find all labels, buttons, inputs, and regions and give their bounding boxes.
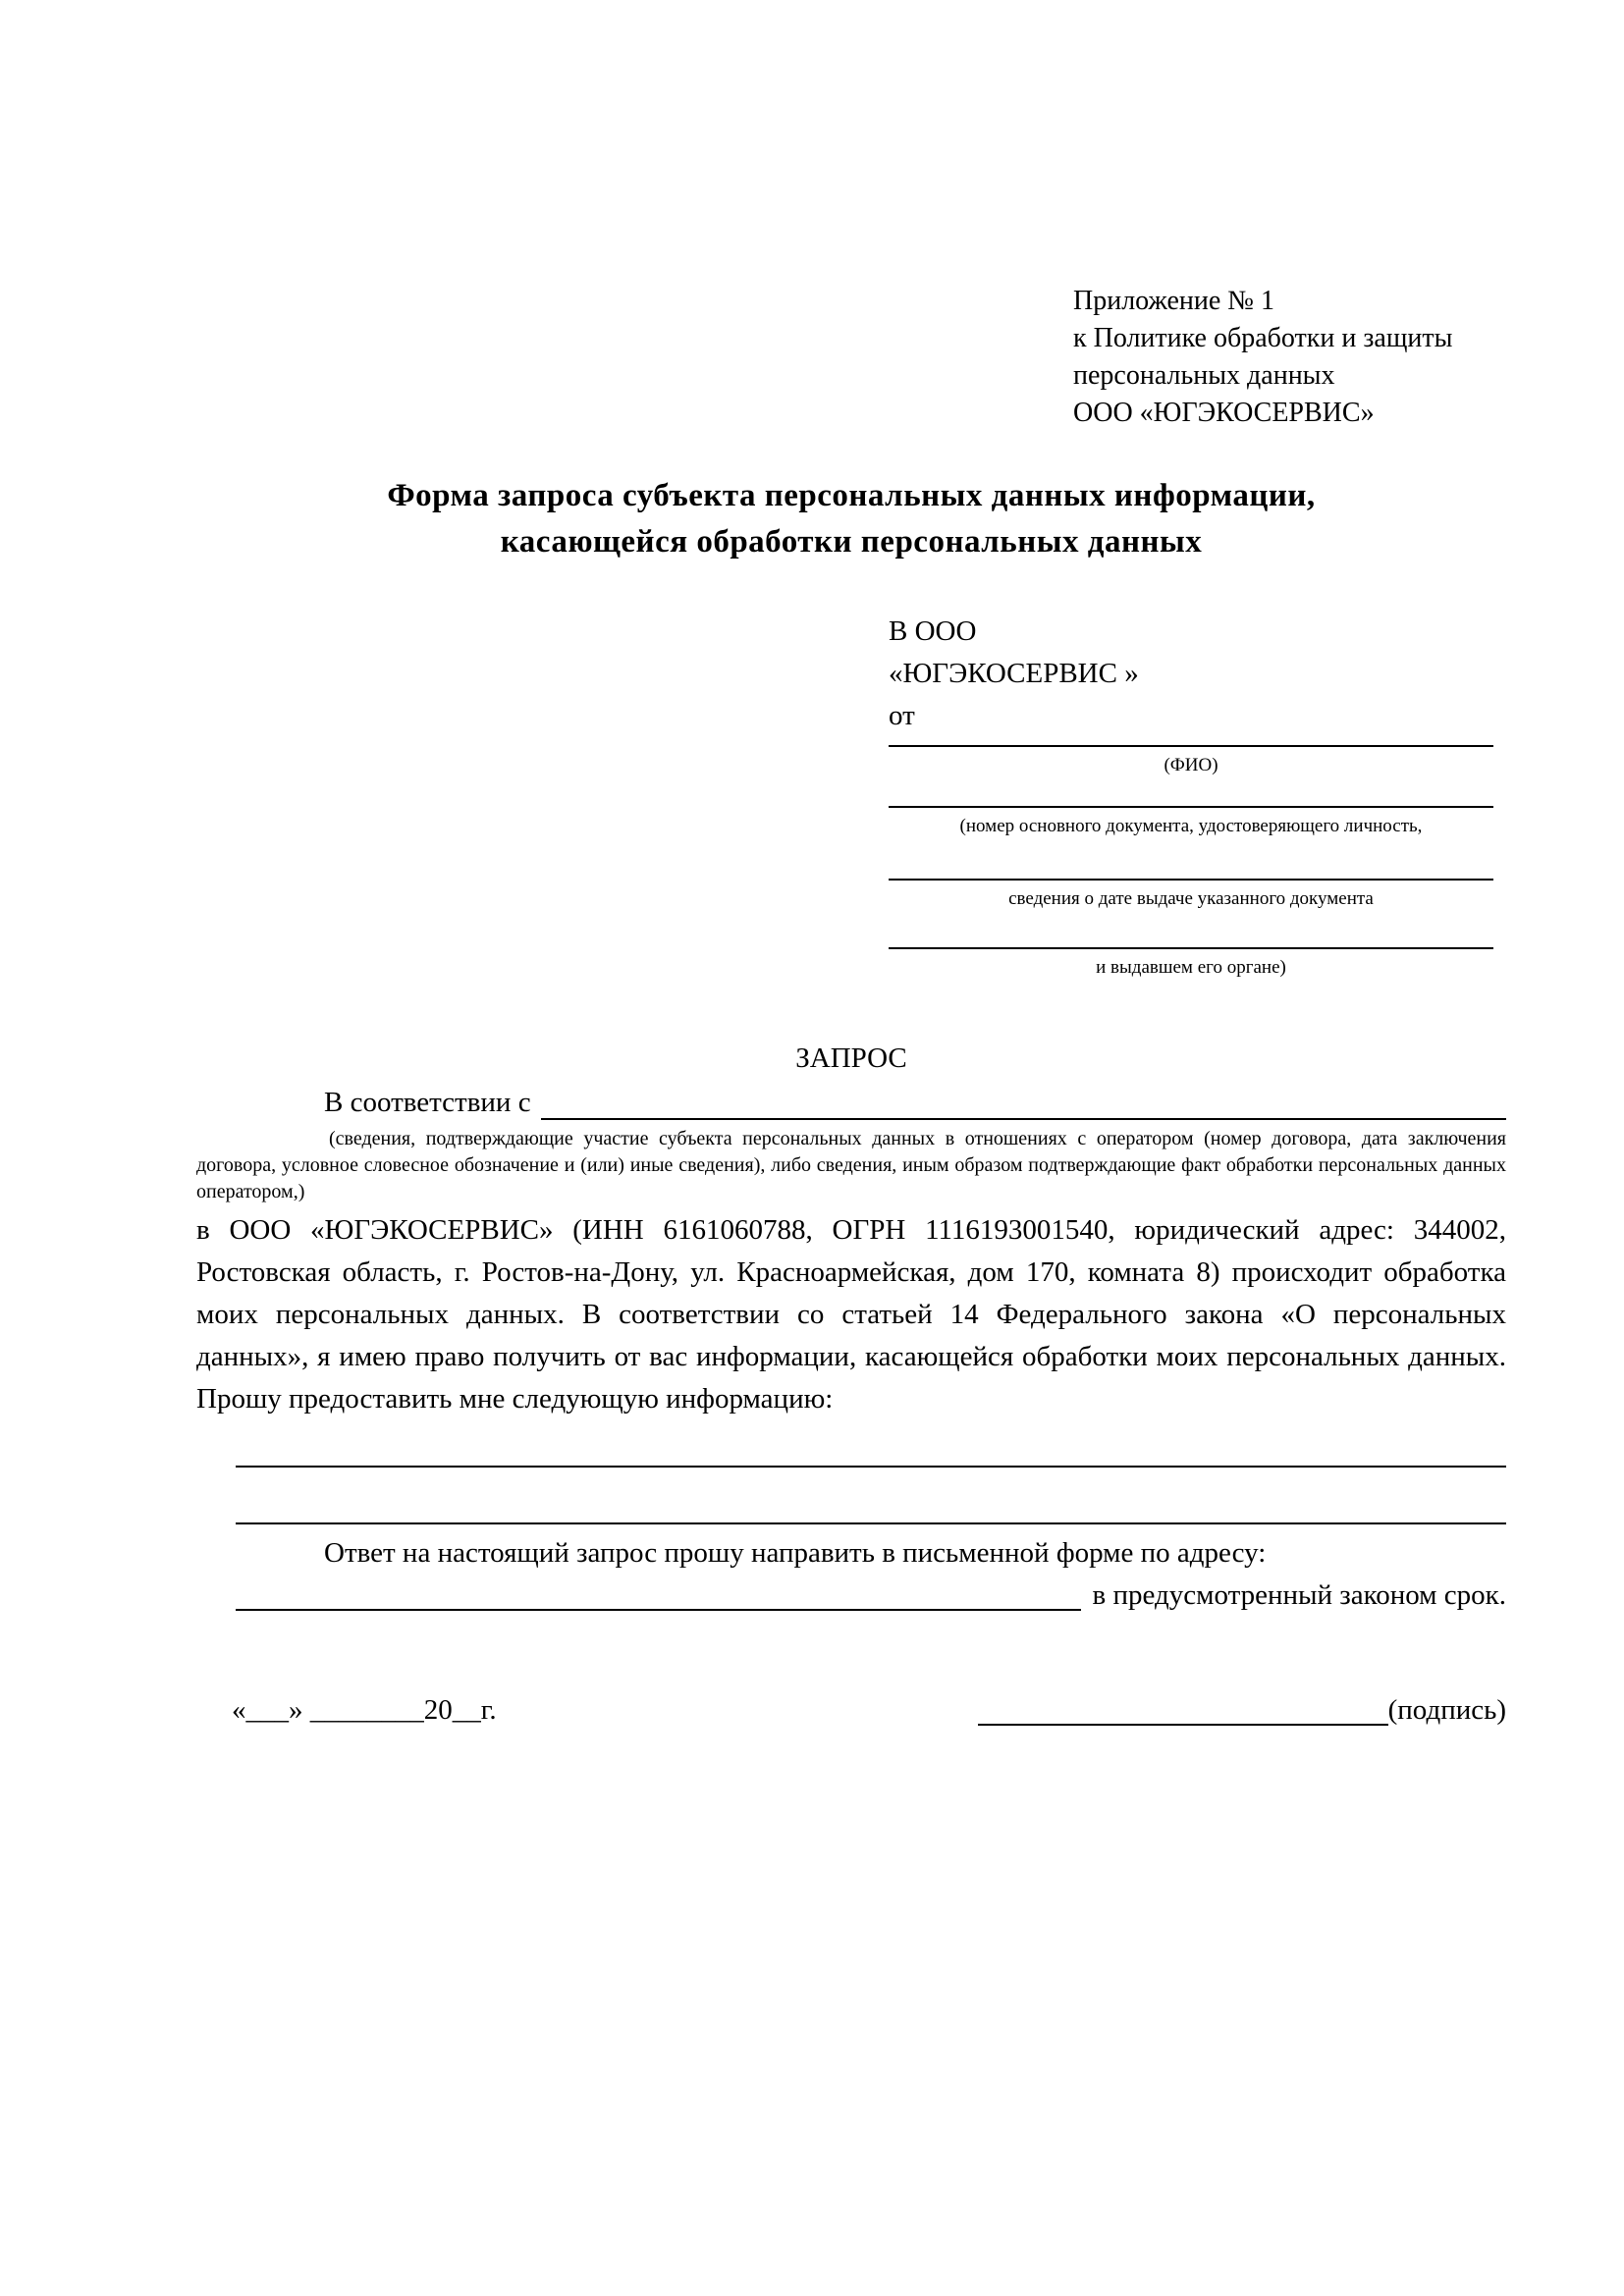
reply-paragraph: Ответ на настоящий запрос прошу направить в письменной форме по адресу: [324,1537,1267,1569]
signature-blank-line [978,1724,1388,1726]
addressee-org-line-1: В ООО [889,615,977,647]
addressee-block [889,611,1493,981]
appendix-line-3: персональных данных [1073,360,1335,391]
signature-caption: (подпись) [1387,1694,1506,1726]
request-heading: ЗАПРОС [795,1042,907,1074]
issue-date-blank-line [889,839,1493,881]
reply-address-row [196,1575,1506,1617]
reply-address-blank-line [236,1575,1081,1611]
accordance-label: В соответствии с [324,1087,531,1118]
fio-blank-line [889,737,1493,747]
answer-blank-line-1 [236,1466,1506,1468]
appendix-note [1073,283,1506,432]
fine-print-note: (сведения, подтверждающие участие субъекта персональных данных в отношениях с оператором (номер договора, дата заключения договора, условное словесное обозначение и (или) иные сведения), либо сведения, иным образом подтверждающие факт обработки персональных данных оператором,) [196,1128,1506,1202]
footer-row [196,1689,1506,1732]
signature-block [978,1689,1506,1732]
addressee-org-line-2: «ЮГЭКОСЕРВИС » [889,658,1139,689]
title-line-2: касающейся обработки персональных данных [500,524,1203,560]
id-number-caption: (номер основного документа, удостоверяющего личность, [959,816,1423,836]
issuing-authority-blank-line [889,912,1493,949]
id-number-blank-line [889,778,1493,808]
appendix-line-1: Приложение № 1 [1073,286,1274,316]
fio-caption: (ФИО) [1164,755,1218,775]
body-paragraph: в ООО «ЮГЭКОСЕРВИС» (ИНН 6161060788, ОГРН 1116193001540, юридический адрес: 344002, Ростовская область, г. Ростов-на-Дону, ул. Красноармейская, дом 170, комната 8) происходит обработка моих персональных данных. В соответствии со статьей 14 Федерального закона «О персональных данных», я имею право получить от вас информации, касающейся обработки моих персональных данных. Прошу предоставить мне следующую информацию: [196,1214,1506,1415]
accordance-row [196,1082,1506,1124]
accordance-blank-line [541,1082,1506,1120]
date-line: «___» ________20__г. [232,1694,497,1726]
issuing-authority-caption: и выдавшем его органе) [1096,957,1286,978]
appendix-line-4: ООО «ЮГЭКОСЕРВИС» [1073,398,1375,428]
reply-tail-text: в предусмотренный законом срок. [1092,1579,1506,1611]
document-title [196,473,1506,565]
addressee-from-label: от [889,700,915,731]
issue-date-caption: сведения о дате выдаче указанного документа [1008,888,1374,909]
appendix-line-2: к Политике обработки и защиты [1073,323,1453,353]
answer-blank-line-2 [236,1522,1506,1524]
title-line-1: Форма запроса субъекта персональных данных информации, [387,478,1316,513]
